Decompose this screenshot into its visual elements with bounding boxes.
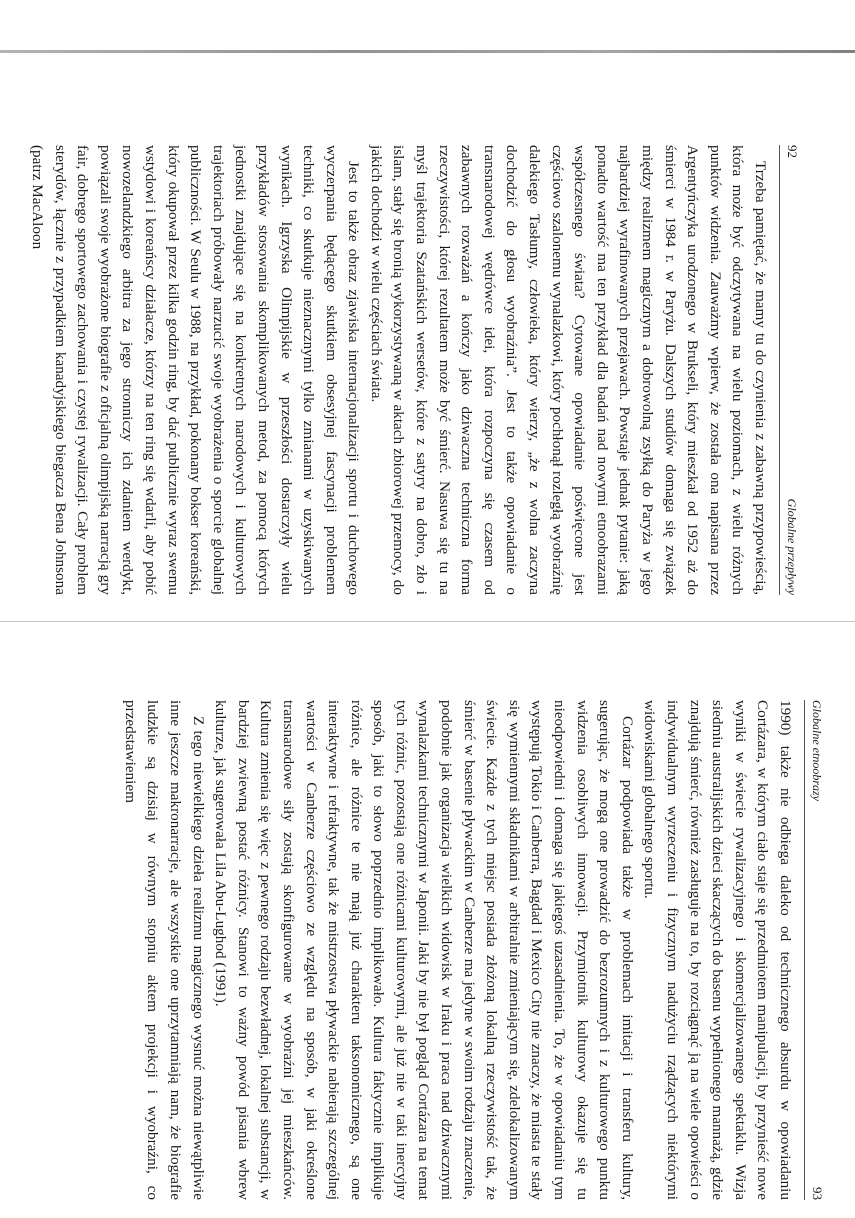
book-page-92: [29, 145, 800, 595]
page-body: [118, 700, 796, 1200]
running-header: [804, 700, 825, 1200]
page-divider-line: [0, 621, 855, 622]
scan-edge-line: [0, 50, 855, 53]
paragraph: Trzeba pamiętać, że mamy tu do czynienia z zabawną przypowieścią, która może być odczytywana na wielu poziomach, z wielu różnych punktów widzenia. Zauważmy wpierw, że została ona napisana przez Argentyńczyka urodzonego w Brukseli, który mieszkał od 1952 aż do śmierci w 1984 r. w Paryżu. Dalszych studiów domaga się związek między realizmem magicznym a dobrowolną zsyłką do Paryża w jego najbardziej wyrafinowanych przejawach. Powstaje jednak pytanie: jaką ponadto wartość ma ten przykład dla badań nad nowymi etnoobrazami współczesnego świata? Cytowane opowiadanie poświęcone jest częściowo szalonemu wynalazkowi, który pochłonął rozległą wyobraźnię dalekiego Tasłumy, człowieka, który wierzy, „że z wolna zaczyna dochodzić do głosu wyobraźnia”. Jest to także opowiadanie o transnarodowej wędrówce idei, która rozpoczyna się czasem od zabawnych rozważań a kończy jako dziwaczna techniczna forma rzeczywistości, której rezultatem może być śmierć. Nasuwa się tu na myśl trajektoria Szatańskich wersetów, które z satyry na dobro, zło i islam, stały się bronią wykorzystywaną w aktach zbiorowej przemocy, do jakich dochodzi w wielu częściach świata.: [367, 145, 769, 595]
page-number: 92: [785, 145, 800, 158]
paragraph: Z tego niewielkiego dzieła realizmu magicznego wysnuć można niewątpliwie inne jeszcze makronarracje, ale wszystkie one uprzytamniają nam, że biografie ludzkie są dzisiaj w równym stopniu aktem projekcji i wyobraźni, co przedstawieniem: [121, 700, 207, 1200]
paragraph: Jest to także obraz zjawiska internacjonalizacji sportu i duchowego wyczerpania będącego skutkiem obsesyjnej fascynacji problemem techniki, co skutkuje nieznacznymi tylko zmianami w uzyskiwanych wynikach. Igrzyska Olimpijskie w przeszłości dostarczyły wielu przykładów stosowania skomplikowanych metod, za pomocą których jednostki znajdujące się na konkretnych narodowych i kulturowych trajektoriach próbowały narzucić swoje wyobrażenia o sporcie globalnej publiczności. W Seulu w 1988, na przykład, pokonany bokser koreański, który okupował przez kilka godzin ring, by dać publicznie wyraz swemu wstydowi i koreańscy działacze, którzy na ten ring się wdarli, aby pobić nowozelandzkiego arbitra za jego stronniczy ich zdaniem werdykt, powiązali swoje wyobrażone biografie z oficjalną olimpijską narracją gry fair, dobrego sportowego zachowania i czystej rywalizacji. Cały problem sterydów, łącznie z przypadkiem kanadyjskiego biegacza Bena Johnsona (patrz MacAloon: [29, 145, 363, 595]
paragraph: Cortázar podpowiada także w problemach imitacji i transferu kultury, sugerując, że mogą one prowadzić do bezrozumnych i z kulturowego punktu widzenia osobliwych innowacji. Przymiotnik kulturowy okazuje się tu nieodpowiedni i domaga się jakiegoś uzasadnienia. To, że w opowiadaniu tym występują Tokio i Canberra, Bagdad i Mexico City nie znaczy, że miasta te stały się wymiennymi składnikami w arbitralnie zmieniającym się, zdelokalizowanym świecie. Każde z tych miejsc posiada złożoną lokalną rzeczywistość tak, że śmierć w basenie pływackim w Canberze ma jedyne w swoim rodzaju znaczenie, podobnie jak organizacja wielkich widowisk w Iraku i praca nad dziwacznymi wynalazkami technicznymi w Japonii. Jaki by nie był pogląd Cortázara na temat tych różnic, pozostają one różnicami kulturowymi, ale już nie w taki inercyjny sposób, jaki to słowo poprzednio implikowało. Kultura faktycznie implikuje różnice, ale różnice te nie mają już charakteru taksonomicznego, są one interaktywne i refraktywne, tak że mistrzostwa pływackie nabierają szczególnej wartości w Canberze częściowo ze względu na sposób, w jaki określone transnarodowe siły zostają skonfigurowane w wyobraźni jej mieszkańców. Kultura zmienia się więc z pewnego rodzaju bezwładnej, lokalnej substancji, w bardziej zwiewną postać różnicy. Stanowi to ważny powód pisania wbrew kulturze, jak sugerowała Lila Abu-Lughod (1991).: [212, 700, 636, 1200]
running-title: Globalne przepływy: [785, 498, 799, 595]
page-number: 93: [810, 1187, 825, 1200]
paragraph: 1990) także nie odbiega daleko od technicznego absurdu w opowiadaniu Cortázara, w którym ciało staje się przedmiotem manipulacji, by przynieść nowe wyniki w świecie rywalizacyjnego i skomercjalizowanego spektaklu. Wizja siedmiu australijskich dzieci skaczących do basenu wypełnionego mannażą, gdzie znajdują śmierć, również zasługuje na to, by rozciągnąć ją na wiele opowieści o indywidualnym wyrzeczeniu i fizycznym nadużyciu rządzących niektórymi widowiskami globalnego sportu.: [641, 700, 794, 1200]
running-title: Globalne etnoobrazy: [810, 700, 824, 801]
page-body: [25, 145, 771, 595]
running-header: [779, 145, 800, 595]
book-page-93: [50, 700, 825, 1200]
